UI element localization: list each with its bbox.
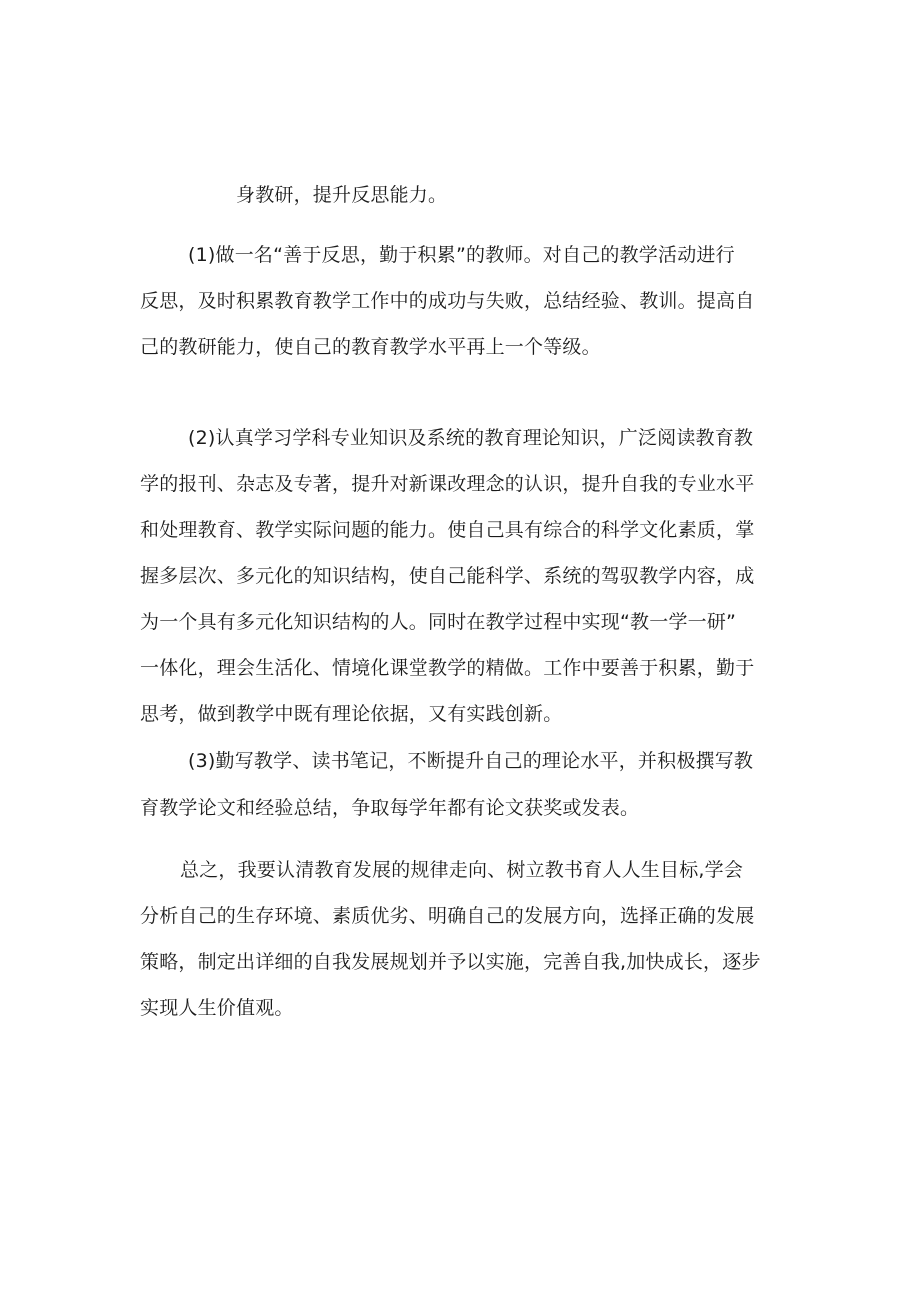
item-2-line-7: 思考，做到教学中既有理论依据，又有实践创新。 [140, 703, 563, 725]
item-1-line-2: 反思，及时积累教育教学工作中的成功与失败，总结经验、教训。提高自 [140, 290, 755, 312]
item-2-line-3: 和处理教育、教学实际问题的能力。使自己具有综合的科学文化素质，掌 [140, 519, 755, 541]
summary-line-2: 分析自己的生存环境、素质优劣、明确自己的发展方向，选择正确的发展 [140, 905, 755, 927]
item-3-line-1: (3)勤写教学、读书笔记，不断提升自己的理论水平，并积极撰写教 [188, 750, 754, 772]
lead-line: 身教研，提升反思能力。 [236, 184, 448, 206]
item-3-line-2: 育教学论文和经验总结，争取每学年都有论文获奖或发表。 [140, 797, 640, 819]
item-2-line-5: 为一个具有多元化知识结构的人。同时在教学过程中实现“教一学一研” [140, 611, 737, 633]
summary-line-3: 策略，制定出详细的自我发展规划并予以实施，完善自我,加快成长，逐步 [140, 951, 761, 973]
item-2-line-1: (2)认真学习学科专业知识及系统的教育理论知识，广泛阅读教育教 [188, 427, 754, 449]
item-2-line-4: 握多层次、多元化的知识结构，使自己能科学、系统的驾驭教学内容，成 [140, 565, 755, 587]
item-1-line-1: (1)做一名“善于反思，勤于积累”的教师。对自己的教学活动进行 [188, 244, 735, 266]
summary-line-1: 总之，我要认清教育发展的规律走向、树立教书育人人生目标,学会 [180, 859, 744, 881]
summary-line-4: 实现人生价值观。 [140, 997, 294, 1019]
item-1-line-3: 己的教研能力，使自己的教育教学水平再上一个等级。 [140, 336, 601, 358]
item-2-line-2: 学的报刊、杂志及专著，提升对新课改理念的认识，提升自我的专业水平 [140, 473, 755, 495]
item-2-line-6: 一体化，理会生活化、情境化课堂教学的精做。工作中要善于积累，勤于 [140, 657, 755, 679]
